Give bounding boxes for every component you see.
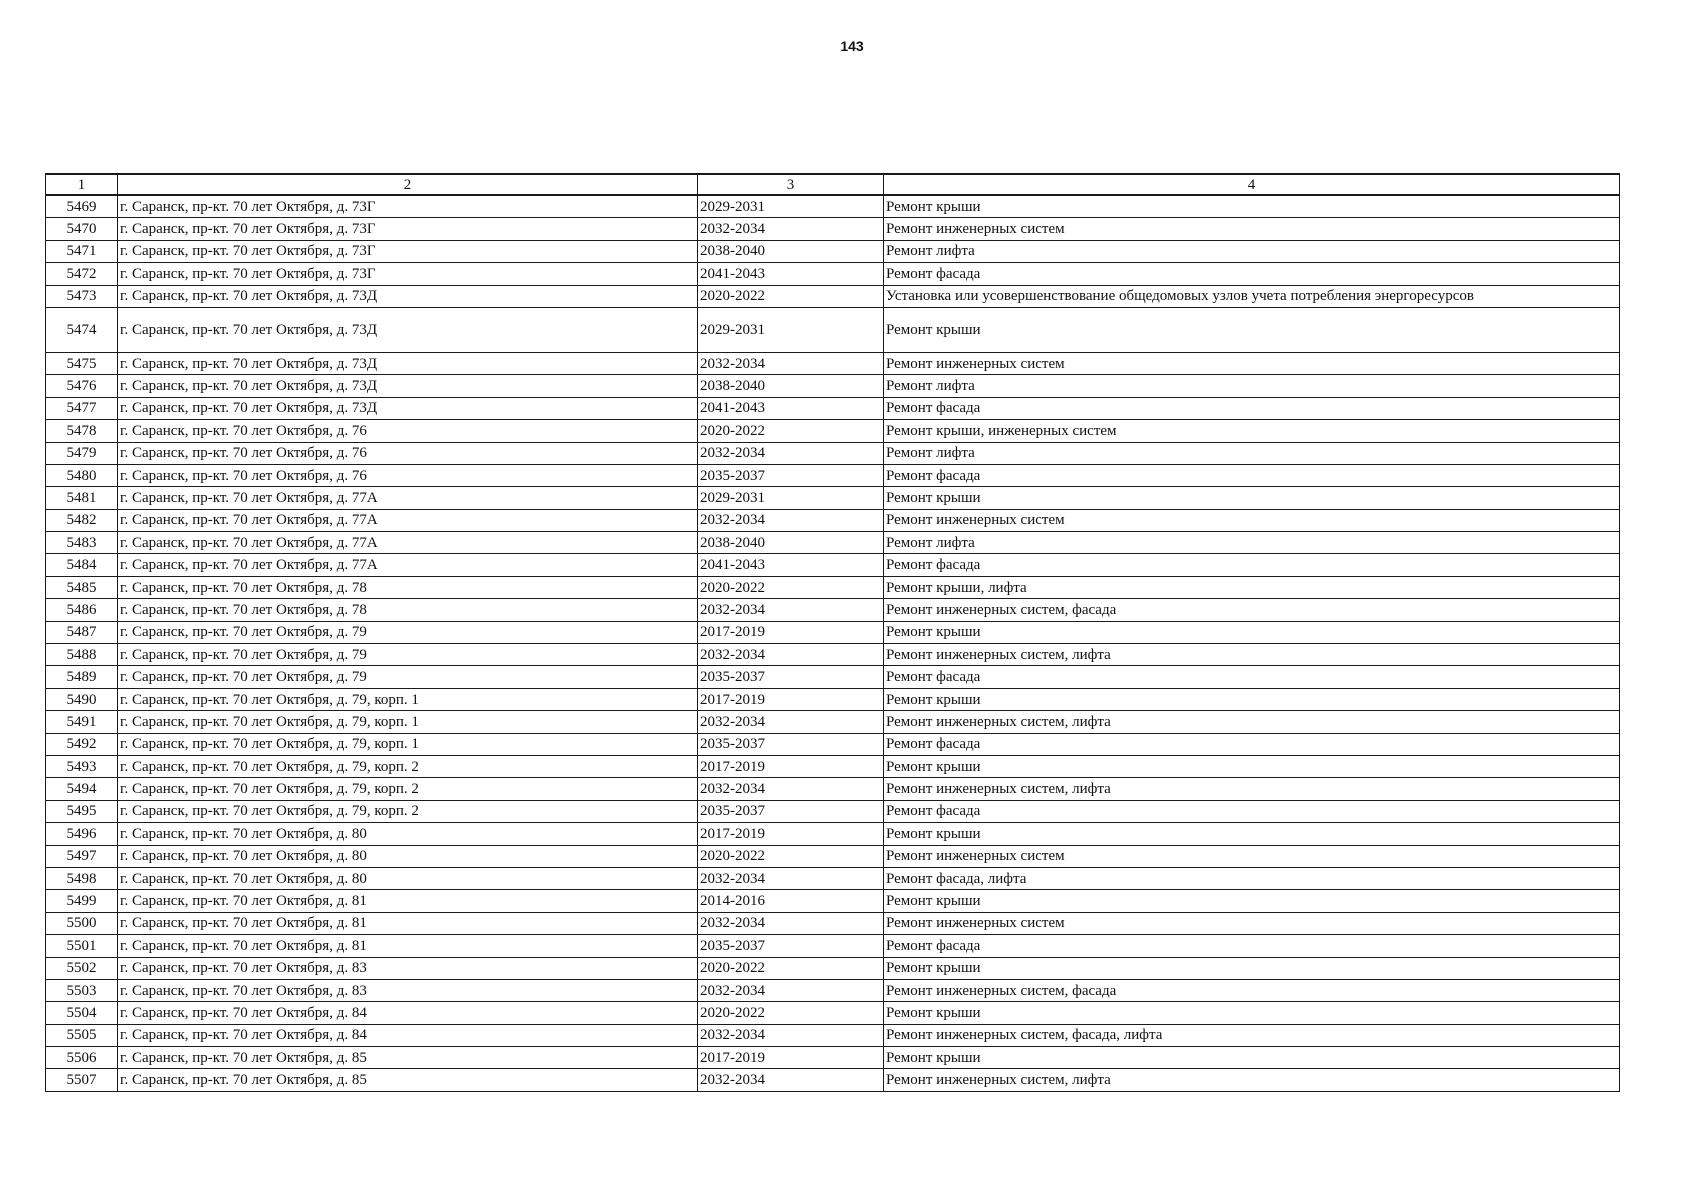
row-work-type: Ремонт крыши — [884, 890, 1620, 912]
row-work-type: Ремонт крыши — [884, 487, 1620, 509]
row-address: г. Саранск, пр-кт. 70 лет Октября, д. 78 — [118, 576, 698, 598]
row-period: 2038-2040 — [698, 375, 884, 397]
row-period: 2029-2031 — [698, 307, 884, 352]
table-row — [46, 823, 1620, 845]
row-work-type: Ремонт инженерных систем, фасада — [884, 979, 1620, 1001]
row-address: г. Саранск, пр-кт. 70 лет Октября, д. 79, корп. 2 — [118, 755, 698, 777]
row-work-type: Ремонт лифта — [884, 442, 1620, 464]
row-address: г. Саранск, пр-кт. 70 лет Октября, д. 79, корп. 1 — [118, 733, 698, 755]
row-period: 2041-2043 — [698, 263, 884, 285]
row-work-type: Ремонт лифта — [884, 375, 1620, 397]
table-row — [46, 576, 1620, 598]
table-body — [46, 195, 1620, 1091]
row-period: 2035-2037 — [698, 800, 884, 822]
row-work-type: Ремонт инженерных систем, фасада — [884, 599, 1620, 621]
table-row — [46, 397, 1620, 419]
row-period: 2035-2037 — [698, 733, 884, 755]
row-number: 5502 — [46, 957, 118, 979]
row-work-type: Ремонт крыши — [884, 1002, 1620, 1024]
row-number: 5474 — [46, 307, 118, 352]
row-period: 2032-2034 — [698, 644, 884, 666]
table-row — [46, 845, 1620, 867]
row-number: 5473 — [46, 285, 118, 307]
row-period: 2032-2034 — [698, 912, 884, 934]
table-row — [46, 778, 1620, 800]
table-row — [46, 487, 1620, 509]
row-period: 2032-2034 — [698, 1024, 884, 1046]
table-row — [46, 1069, 1620, 1091]
row-address: г. Саранск, пр-кт. 70 лет Октября, д. 85 — [118, 1069, 698, 1091]
table-row — [46, 375, 1620, 397]
row-number: 5485 — [46, 576, 118, 598]
row-address: г. Саранск, пр-кт. 70 лет Октября, д. 79, корп. 2 — [118, 800, 698, 822]
row-period: 2038-2040 — [698, 240, 884, 262]
row-number: 5472 — [46, 263, 118, 285]
row-work-type: Ремонт инженерных систем — [884, 912, 1620, 934]
row-work-type: Ремонт крыши — [884, 1047, 1620, 1069]
row-period: 2017-2019 — [698, 823, 884, 845]
row-address: г. Саранск, пр-кт. 70 лет Октября, д. 83 — [118, 957, 698, 979]
row-number: 5480 — [46, 464, 118, 486]
row-work-type: Ремонт лифта — [884, 532, 1620, 554]
row-address: г. Саранск, пр-кт. 70 лет Октября, д. 73Г — [118, 195, 698, 218]
row-number: 5489 — [46, 666, 118, 688]
row-address: г. Саранск, пр-кт. 70 лет Октября, д. 79 — [118, 644, 698, 666]
table-row — [46, 890, 1620, 912]
row-address: г. Саранск, пр-кт. 70 лет Октября, д. 73Г — [118, 240, 698, 262]
row-number: 5475 — [46, 352, 118, 374]
row-number: 5497 — [46, 845, 118, 867]
row-address: г. Саранск, пр-кт. 70 лет Октября, д. 79, корп. 2 — [118, 778, 698, 800]
row-number: 5505 — [46, 1024, 118, 1046]
table-row — [46, 532, 1620, 554]
row-address: г. Саранск, пр-кт. 70 лет Октября, д. 77А — [118, 532, 698, 554]
row-number: 5498 — [46, 867, 118, 889]
row-address: г. Саранск, пр-кт. 70 лет Октября, д. 73Г — [118, 218, 698, 240]
row-period: 2020-2022 — [698, 845, 884, 867]
row-number: 5501 — [46, 935, 118, 957]
row-number: 5476 — [46, 375, 118, 397]
row-period: 2035-2037 — [698, 464, 884, 486]
row-number: 5504 — [46, 1002, 118, 1024]
row-work-type: Ремонт фасада — [884, 397, 1620, 419]
row-address: г. Саранск, пр-кт. 70 лет Октября, д. 81 — [118, 890, 698, 912]
row-work-type: Ремонт крыши — [884, 823, 1620, 845]
row-work-type: Ремонт крыши — [884, 688, 1620, 710]
row-number: 5493 — [46, 755, 118, 777]
row-number: 5500 — [46, 912, 118, 934]
row-address: г. Саранск, пр-кт. 70 лет Октября, д. 76 — [118, 420, 698, 442]
row-number: 5496 — [46, 823, 118, 845]
row-number: 5482 — [46, 509, 118, 531]
table-row — [46, 420, 1620, 442]
row-period: 2020-2022 — [698, 957, 884, 979]
row-period: 2032-2034 — [698, 979, 884, 1001]
row-work-type: Ремонт крыши — [884, 957, 1620, 979]
table-row — [46, 1047, 1620, 1069]
row-number: 5481 — [46, 487, 118, 509]
row-work-type: Ремонт инженерных систем — [884, 845, 1620, 867]
row-period: 2032-2034 — [698, 442, 884, 464]
table-row — [46, 1002, 1620, 1024]
row-work-type: Ремонт крыши, инженерных систем — [884, 420, 1620, 442]
row-work-type: Ремонт инженерных систем — [884, 509, 1620, 531]
table-header-row — [46, 174, 1620, 195]
row-period: 2032-2034 — [698, 218, 884, 240]
row-work-type: Ремонт инженерных систем, лифта — [884, 778, 1620, 800]
row-number: 5507 — [46, 1069, 118, 1091]
row-period: 2041-2043 — [698, 397, 884, 419]
row-work-type: Ремонт фасада — [884, 263, 1620, 285]
repair-schedule-table — [45, 173, 1620, 1092]
row-number: 5486 — [46, 599, 118, 621]
row-period: 2038-2040 — [698, 532, 884, 554]
row-period: 2020-2022 — [698, 576, 884, 598]
row-address: г. Саранск, пр-кт. 70 лет Октября, д. 73Д — [118, 352, 698, 374]
row-work-type: Ремонт лифта — [884, 240, 1620, 262]
row-number: 5492 — [46, 733, 118, 755]
table-row — [46, 733, 1620, 755]
table-row — [46, 240, 1620, 262]
row-number: 5484 — [46, 554, 118, 576]
row-work-type: Ремонт фасада — [884, 800, 1620, 822]
row-period: 2017-2019 — [698, 1047, 884, 1069]
row-number: 5477 — [46, 397, 118, 419]
row-work-type: Ремонт крыши — [884, 621, 1620, 643]
row-period: 2014-2016 — [698, 890, 884, 912]
row-address: г. Саранск, пр-кт. 70 лет Октября, д. 81 — [118, 935, 698, 957]
row-work-type: Установка или усовершенствование общедомовых узлов учета потребления энергоресурсов — [884, 285, 1620, 307]
row-period: 2029-2031 — [698, 195, 884, 218]
table-row — [46, 867, 1620, 889]
row-address: г. Саранск, пр-кт. 70 лет Октября, д. 79 — [118, 666, 698, 688]
row-address: г. Саранск, пр-кт. 70 лет Октября, д. 79, корп. 1 — [118, 688, 698, 710]
row-number: 5503 — [46, 979, 118, 1001]
row-number: 5483 — [46, 532, 118, 554]
page-number: 143 — [840, 38, 864, 54]
table-row — [46, 1024, 1620, 1046]
row-address: г. Саранск, пр-кт. 70 лет Октября, д. 79, корп. 1 — [118, 711, 698, 733]
table-row — [46, 644, 1620, 666]
row-period: 2032-2034 — [698, 509, 884, 531]
row-address: г. Саранск, пр-кт. 70 лет Октября, д. 85 — [118, 1047, 698, 1069]
row-address: г. Саранск, пр-кт. 70 лет Октября, д. 79 — [118, 621, 698, 643]
row-address: г. Саранск, пр-кт. 70 лет Октября, д. 80 — [118, 823, 698, 845]
row-work-type: Ремонт инженерных систем, лифта — [884, 644, 1620, 666]
row-work-type: Ремонт фасада — [884, 554, 1620, 576]
row-address: г. Саранск, пр-кт. 70 лет Октября, д. 84 — [118, 1002, 698, 1024]
row-period: 2017-2019 — [698, 755, 884, 777]
row-period: 2032-2034 — [698, 1069, 884, 1091]
row-address: г. Саранск, пр-кт. 70 лет Октября, д. 80 — [118, 845, 698, 867]
row-number: 5478 — [46, 420, 118, 442]
row-period: 2035-2037 — [698, 935, 884, 957]
row-number: 5479 — [46, 442, 118, 464]
row-work-type: Ремонт крыши, лифта — [884, 576, 1620, 598]
table-row — [46, 711, 1620, 733]
row-work-type: Ремонт фасада — [884, 666, 1620, 688]
table-row — [46, 554, 1620, 576]
header-col-2: 2 — [118, 174, 698, 195]
table-row — [46, 755, 1620, 777]
table-row — [46, 285, 1620, 307]
row-number: 5499 — [46, 890, 118, 912]
table-row — [46, 195, 1620, 218]
row-address: г. Саранск, пр-кт. 70 лет Октября, д. 76 — [118, 464, 698, 486]
row-period: 2032-2034 — [698, 778, 884, 800]
row-period: 2029-2031 — [698, 487, 884, 509]
row-work-type: Ремонт крыши — [884, 195, 1620, 218]
row-number: 5487 — [46, 621, 118, 643]
row-number: 5471 — [46, 240, 118, 262]
table-row — [46, 688, 1620, 710]
row-number: 5469 — [46, 195, 118, 218]
row-period: 2032-2034 — [698, 352, 884, 374]
table-row — [46, 935, 1620, 957]
row-period: 2020-2022 — [698, 285, 884, 307]
table-row — [46, 442, 1620, 464]
row-address: г. Саранск, пр-кт. 70 лет Октября, д. 73Д — [118, 307, 698, 352]
row-number: 5470 — [46, 218, 118, 240]
table-row — [46, 979, 1620, 1001]
row-period: 2020-2022 — [698, 420, 884, 442]
table-row — [46, 800, 1620, 822]
table-row — [46, 263, 1620, 285]
row-address: г. Саранск, пр-кт. 70 лет Октября, д. 77А — [118, 487, 698, 509]
table-row — [46, 666, 1620, 688]
row-address: г. Саранск, пр-кт. 70 лет Октября, д. 80 — [118, 867, 698, 889]
row-work-type: Ремонт инженерных систем — [884, 352, 1620, 374]
table-row — [46, 464, 1620, 486]
header-col-4: 4 — [884, 174, 1620, 195]
table-row — [46, 509, 1620, 531]
row-address: г. Саранск, пр-кт. 70 лет Октября, д. 73Д — [118, 285, 698, 307]
row-work-type: Ремонт инженерных систем, фасада, лифта — [884, 1024, 1620, 1046]
table-row — [46, 957, 1620, 979]
table-row — [46, 599, 1620, 621]
row-work-type: Ремонт крыши — [884, 755, 1620, 777]
row-work-type: Ремонт инженерных систем, лифта — [884, 1069, 1620, 1091]
table-row — [46, 307, 1620, 352]
row-work-type: Ремонт инженерных систем — [884, 218, 1620, 240]
table-row — [46, 912, 1620, 934]
row-period: 2032-2034 — [698, 711, 884, 733]
table-row — [46, 352, 1620, 374]
row-work-type: Ремонт фасада — [884, 935, 1620, 957]
row-address: г. Саранск, пр-кт. 70 лет Октября, д. 77А — [118, 554, 698, 576]
row-work-type: Ремонт фасада, лифта — [884, 867, 1620, 889]
row-address: г. Саранск, пр-кт. 70 лет Октября, д. 77А — [118, 509, 698, 531]
row-number: 5495 — [46, 800, 118, 822]
row-work-type: Ремонт фасада — [884, 733, 1620, 755]
row-address: г. Саранск, пр-кт. 70 лет Октября, д. 84 — [118, 1024, 698, 1046]
row-work-type: Ремонт инженерных систем, лифта — [884, 711, 1620, 733]
row-address: г. Саранск, пр-кт. 70 лет Октября, д. 81 — [118, 912, 698, 934]
row-period: 2032-2034 — [698, 867, 884, 889]
header-col-1: 1 — [46, 174, 118, 195]
row-address: г. Саранск, пр-кт. 70 лет Октября, д. 73Г — [118, 263, 698, 285]
row-period: 2032-2034 — [698, 599, 884, 621]
row-address: г. Саранск, пр-кт. 70 лет Октября, д. 78 — [118, 599, 698, 621]
row-work-type: Ремонт фасада — [884, 464, 1620, 486]
row-number: 5490 — [46, 688, 118, 710]
row-number: 5506 — [46, 1047, 118, 1069]
row-address: г. Саранск, пр-кт. 70 лет Октября, д. 73Д — [118, 397, 698, 419]
row-number: 5494 — [46, 778, 118, 800]
row-number: 5488 — [46, 644, 118, 666]
row-period: 2020-2022 — [698, 1002, 884, 1024]
table-row — [46, 621, 1620, 643]
row-address: г. Саранск, пр-кт. 70 лет Октября, д. 76 — [118, 442, 698, 464]
header-col-3: 3 — [698, 174, 884, 195]
row-period: 2017-2019 — [698, 688, 884, 710]
row-address: г. Саранск, пр-кт. 70 лет Октября, д. 83 — [118, 979, 698, 1001]
row-period: 2017-2019 — [698, 621, 884, 643]
row-work-type: Ремонт крыши — [884, 307, 1620, 352]
row-number: 5491 — [46, 711, 118, 733]
row-period: 2035-2037 — [698, 666, 884, 688]
table-row — [46, 218, 1620, 240]
row-period: 2041-2043 — [698, 554, 884, 576]
row-address: г. Саранск, пр-кт. 70 лет Октября, д. 73Д — [118, 375, 698, 397]
